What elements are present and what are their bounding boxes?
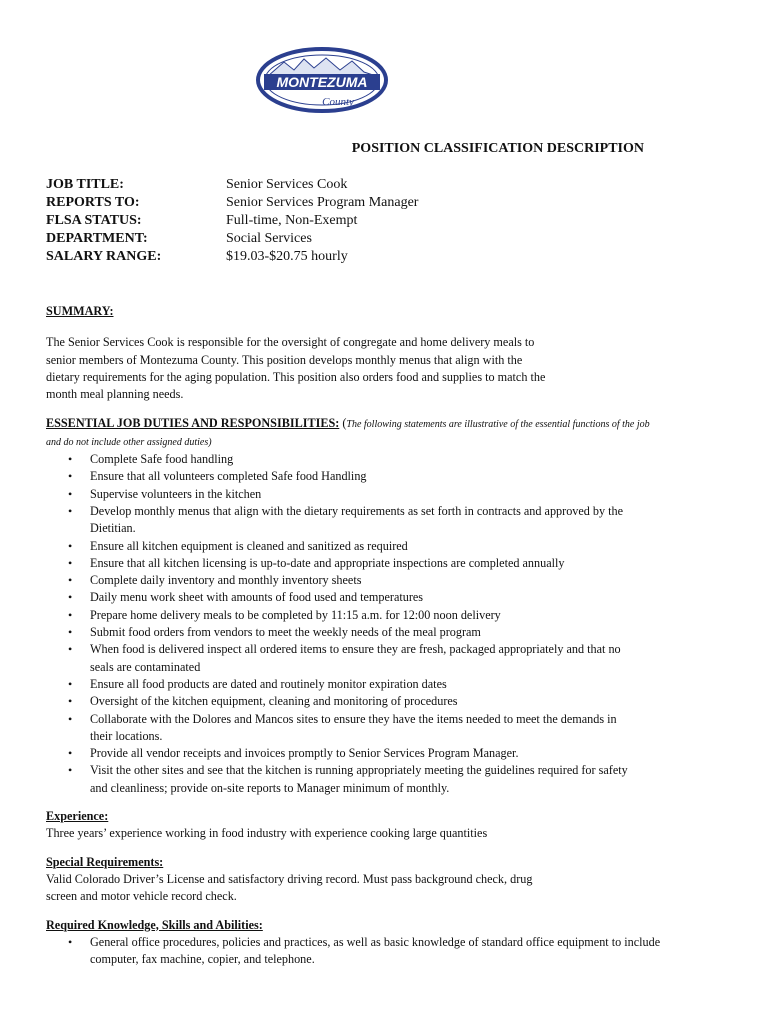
list-item: • Submit food orders from vendors to meet the weekly needs of the meal program [46,624,726,641]
list-item: • Complete daily inventory and monthly inventory sheets [46,572,726,589]
knowledge-list [46,934,726,969]
field-job-title: JOB TITLE: Senior Services Cook [46,177,348,192]
list-item: • Complete Safe food handling [46,451,726,468]
list-item: • Develop monthly menus that align with the dietary requirements as set forth in contracts and approved by the Dietitian. [46,503,726,538]
duties-heading-block: ESSENTIAL JOB DUTIES AND RESPONSIBILITIES: (The following statements are illustrative of the essential functions of the job and do not include other assigned duties) [46,415,726,451]
document-body [46,303,726,968]
list-item: • Daily menu work sheet with amounts of food used and temperatures [46,589,726,606]
montezuma-county-logo [254,46,390,116]
field-reports-to: REPORTS TO: Senior Services Program Manager [46,195,419,210]
list-item: • General office procedures, policies and practices, as well as basic knowledge of standard office equipment to include computer, fax machine, copier, and telephone. [46,934,726,969]
list-item: • Collaborate with the Dolores and Mancos sites to ensure they have the items needed to meet the demands in their locations. [46,711,726,746]
summary-text: The Senior Services Cook is responsible for the oversight of congregate and home delivery meals to senior members of Montezuma County. This position develops monthly menus that align with the dietary requirements for the aging population. This position also orders food and supplies to match the month meal planning needs. [46,335,546,402]
list-item: • Ensure that all kitchen licensing is up-to-date and appropriate inspections are completed annually [46,555,726,572]
list-item: • Supervise volunteers in the kitchen [46,486,726,503]
logo-script: County [322,96,354,108]
list-item: • Prepare home delivery meals to be completed by 11:15 a.m. for 12:00 noon delivery [46,607,726,624]
duties-list [46,451,726,797]
logo-wordmark: MONTEZUMA [276,74,368,90]
list-item: • Ensure all food products are dated and routinely monitor expiration dates [46,676,726,693]
list-item: • Oversight of the kitchen equipment, cleaning and monitoring of procedures [46,693,726,710]
field-department: DEPARTMENT: Social Services [46,231,312,246]
summary-heading: SUMMARY: [46,304,114,318]
field-flsa-status: FLSA STATUS: Full-time, Non-Exempt [46,213,358,228]
list-item: • Ensure all kitchen equipment is cleaned and sanitized as required [46,538,726,555]
duties-note-cont: and do not include other assigned duties) [46,436,212,448]
experience-heading: Experience: [46,809,109,824]
duties-heading: ESSENTIAL JOB DUTIES AND RESPONSIBILITIES: [46,416,340,431]
list-item: • When food is delivered inspect all ordered items to ensure they are fresh, packaged appropriately and that no seals are contaminated [46,641,726,676]
list-item: • Visit the other sites and see that the kitchen is running appropriately meeting the guidelines required for safety and cleanliness; provide on-site reports to Manager minimum of monthly. [46,762,726,797]
special-requirements-heading: Special Requirements: [46,854,164,869]
document-title: POSITION CLASSIFICATION DESCRIPTION [351,141,644,156]
knowledge-section [46,917,726,969]
knowledge-heading: Required Knowledge, Skills and Abilities: [46,917,263,932]
position-fields [46,176,418,266]
special-requirements-section: Special Requirements: Valid Colorado Driver’s License and satisfactory driving record. Must pass background check, drug screen and motor vehicle record check. [46,854,726,906]
duties-note: The following statements are illustrative of the essential functions of the job [346,419,650,431]
experience-section: Experience: Three years’ experience working in food industry with experience cooking large quantities [46,808,726,843]
list-item: • Ensure that all volunteers completed Safe food Handling [46,468,726,485]
list-item: • Provide all vendor receipts and invoices promptly to Senior Services Program Manager. [46,745,726,762]
field-salary-range: SALARY RANGE: $19.03-$20.75 hourly [46,249,348,264]
